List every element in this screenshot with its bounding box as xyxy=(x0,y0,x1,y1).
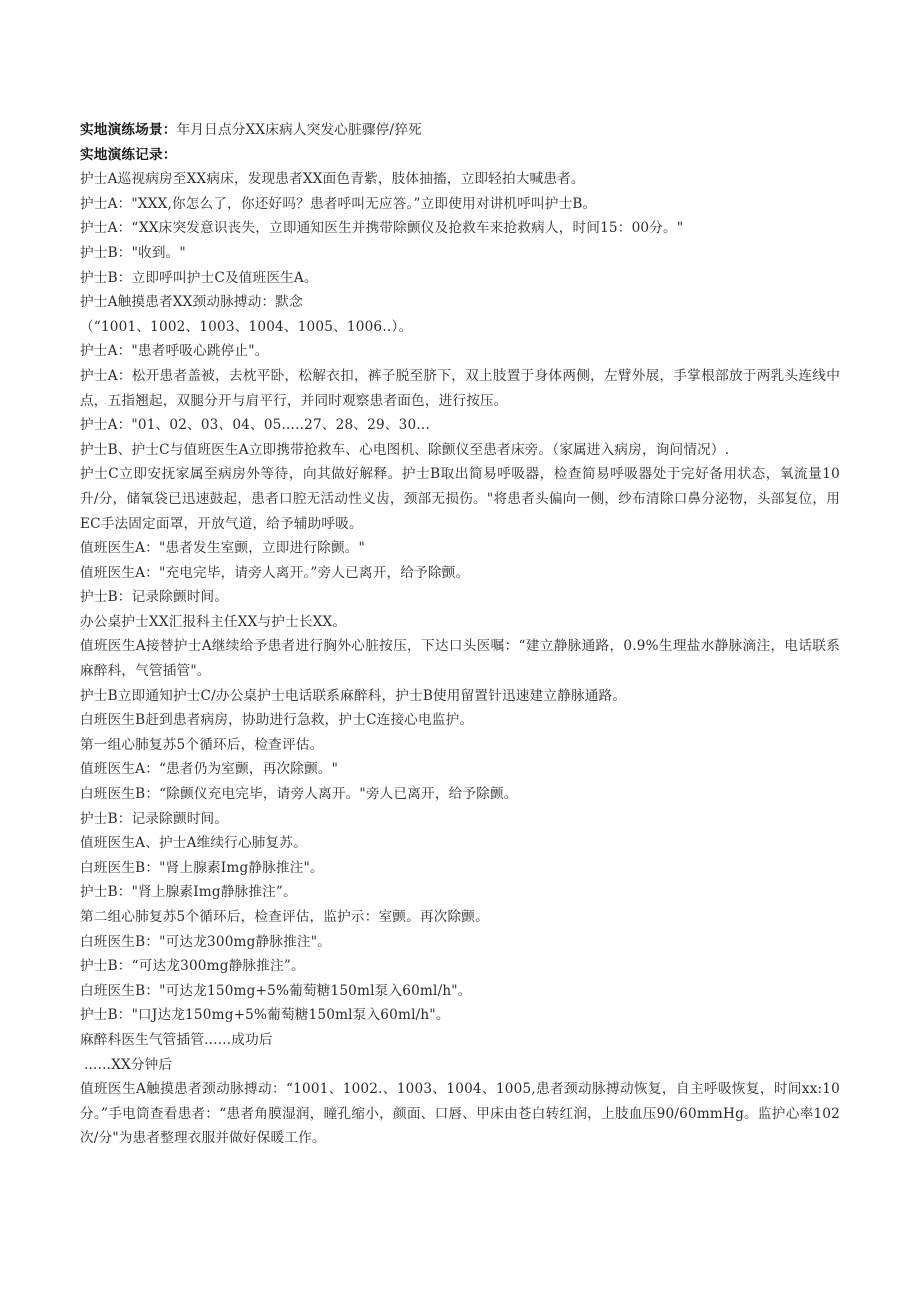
record-line: 护士A：“XX床突发意识丧失，立即通知医生并携带除颤仪及抢救车来抢救病人，时间15：00分。" xyxy=(80,220,684,237)
record-line: 护士B："口J达龙150mg+5%葡萄糖150ml泵入60ml/h"。 xyxy=(80,1007,450,1024)
record-line: 护士B立即通知护士C/办公桌护士电话联系麻醉科，护士B使用留置针迅速建立静脉通路。 xyxy=(80,687,627,704)
scene-label: 实地演练场景： xyxy=(80,122,177,138)
record-line: ......XX分钟后 xyxy=(84,1056,173,1073)
record-line: 值班医生A："充电完毕，请旁人离开。”旁人已离开，给予除颤。 xyxy=(80,564,470,581)
record-line: 护士B：立即呼叫护士C及值班医生A。 xyxy=(80,269,318,286)
record-heading xyxy=(80,143,840,168)
record-line: 护士B："收到。" xyxy=(80,244,186,261)
record-line: 护士A：松开患者盖被，去枕平卧，松解衣扣，裤子脱至脐下，双上肢置于身体两侧，左臂外展，手掌根部放于两乳头连线中点，五指翘起，双腿分开与肩平行，并同时观察患者面色，进行按压。 xyxy=(80,367,840,409)
record-line: 护士A："患者呼吸心跳停止"。 xyxy=(80,343,269,360)
record-line: （“1001、1002、1003、1004、1005、1006‥）。 xyxy=(80,318,413,335)
record-line: 白班医生B：“除颤仪充电完毕，请旁人离开。"旁人已离开，给予除颤。 xyxy=(80,786,518,803)
document-body xyxy=(80,118,840,1151)
record-line: 白班医生B："可达龙150mg+5%葡萄糖150ml泵入60ml/h"。 xyxy=(80,982,472,999)
record-line: 白班医生B："可达龙300mg静脉推注"。 xyxy=(80,933,331,950)
record-line: 护士B、护士C与值班医生A立即携带抢救车、心电图机、除颤仪至患者床旁。（家属进入病房，询问情况）. xyxy=(80,441,730,458)
scene-line xyxy=(80,118,840,143)
record-line: 值班医生A接替护士A继续给予患者进行胸外心脏按压，下达口头医嘱：“建立静脉通路，0.9%生理盐水静脉滴注，电话联系麻醉科，气管插管"。 xyxy=(80,638,840,680)
record-line: 护士A巡视病房至XX病床，发现患者XX面色青紫，肢体抽搐，立即轻拍大喊患者。 xyxy=(80,171,585,188)
record-line: 护士A："01、02、03、04、05.....27、28、29、30‥. xyxy=(80,417,431,434)
record-line: 护士C立即安抚家属至病房外等待，向其做好解释。护士B取出简易呼吸器，检查简易呼吸器处于完好备用状态，氧流量10升/分，储氧袋已迅速鼓起，患者口腔无活动性义齿，颈部无损伤。"将患者头偏向一侧，纱布清除口鼻分泌物，头部复位，用EC手法固定面罩，开放气道，给予辅助呼吸。 xyxy=(80,466,840,532)
record-line: 办公桌护士XX汇报科主任XX与护士长XX。 xyxy=(80,613,347,630)
record-line: 护士B："肾上腺素Img静脉推注”。 xyxy=(80,884,297,901)
record-line: 护士A触摸患者XX颈动脉搏动：默念 xyxy=(80,294,303,311)
record-line: 值班医生A触摸患者颈动脉搏动：“1001、1002.、1003、1004、1005,患者颈动脉搏动恢复，自主呼吸恢复，时间xx:10分。”手电筒查看患者：“患者角膜湿润，瞳孔缩小，颜面、口唇、甲床由苍白转红润，上肢血压90/60mmHg。监护心率102次/分"为患者整理衣服并做好保暖工作。 xyxy=(80,1081,840,1147)
record-line: 值班医生A、护士A维续行心肺复苏。 xyxy=(80,835,307,852)
record-line: 第二组心肺复苏5个循环后，检查评估，监护示：室颤。再次除颤。 xyxy=(80,909,489,925)
scene-value: 年月日点分XX床病人突发心脏骤停/猝死 xyxy=(176,122,422,138)
record-line: 麻醉科医生气管插管......成功后 xyxy=(80,1031,273,1048)
record-line: 值班医生A："患者发生室颤，立即进行除颤。" xyxy=(80,540,366,557)
record-line: 护士B：记录除颤时间。 xyxy=(80,810,229,827)
record-line: 护士B：“可达龙300mg静脉推注”。 xyxy=(80,958,305,975)
record-line: 白班医生B："肾上腺素Img静脉推注"。 xyxy=(80,859,324,876)
record-line: 护士A："XXX,你怎么了，你还好吗？患者呼叫无应答。”立即使用对讲机呼叫护士B。 xyxy=(80,195,597,212)
record-label: 实地演练记录： xyxy=(80,146,177,163)
record-line: 白班医生B赶到患者病房，协助进行急救，护士C连接心电监护。 xyxy=(80,712,474,729)
record-line: 值班医生A：“患者仍为室颤，再次除颤。" xyxy=(80,761,339,778)
record-line: 护士B：记录除颤时间。 xyxy=(80,589,229,606)
record-line: 第一组心肺复苏5个循环后，检查评估。 xyxy=(80,736,324,753)
